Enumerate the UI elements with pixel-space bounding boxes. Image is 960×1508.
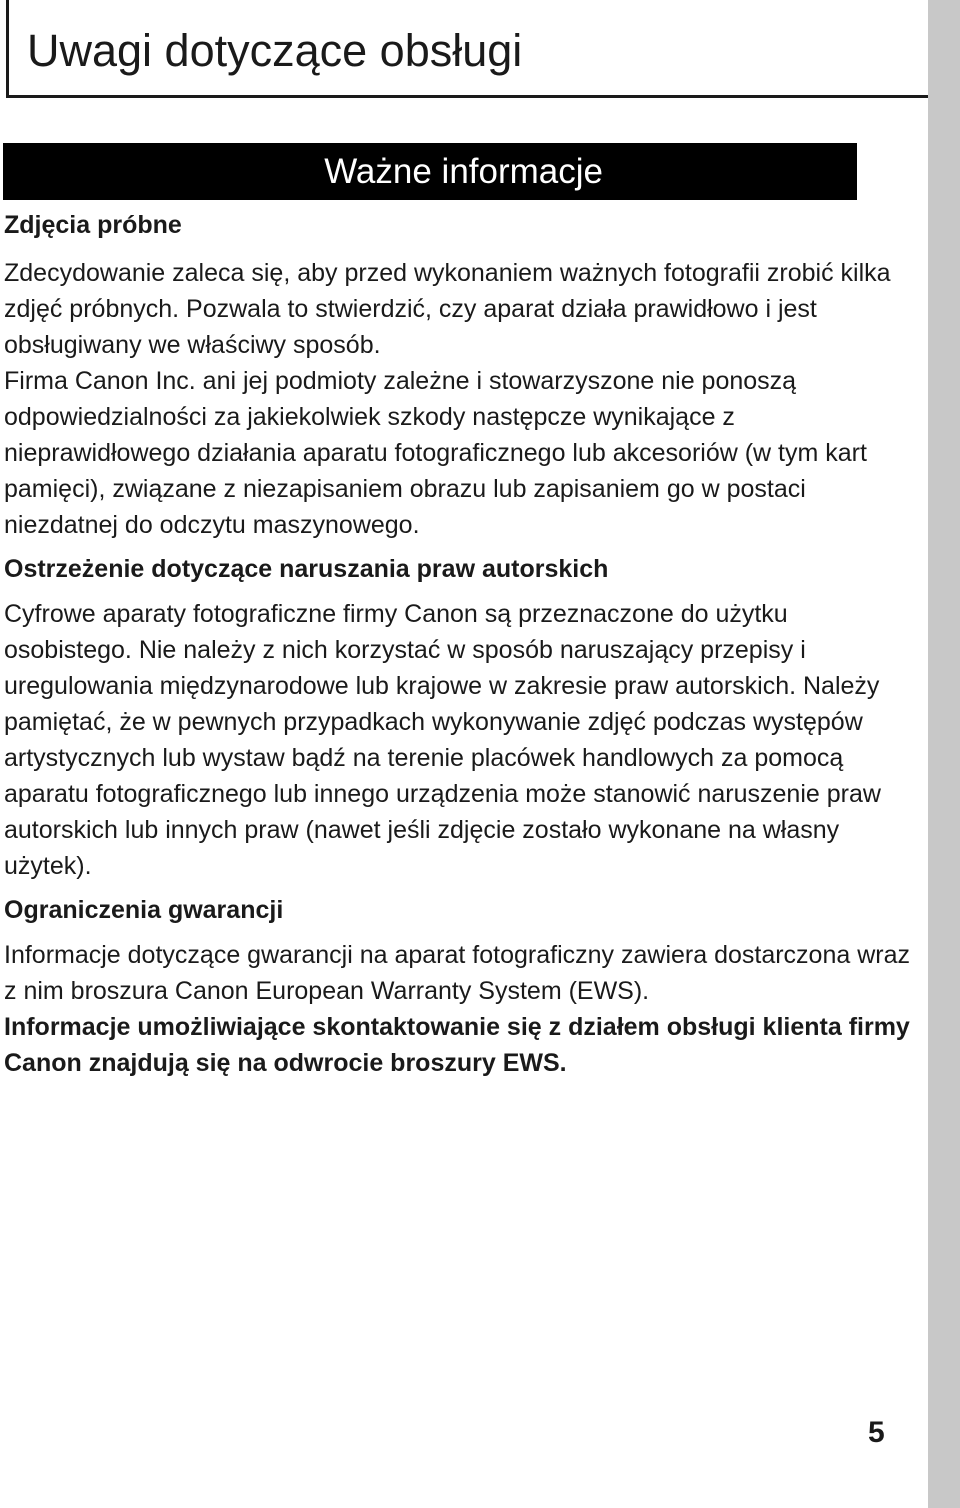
title-box	[6, 0, 928, 98]
page-title: Uwagi dotyczące obsługi	[27, 25, 523, 76]
section-heading-warranty: Ograniczenia gwarancji	[4, 896, 284, 924]
warranty-paragraph: Informacje dotyczące gwarancji na aparat fotograficzny zawiera dostarczona wraz z nim broszura Canon European Warranty System (EWS).	[4, 941, 910, 1005]
section-banner	[3, 143, 857, 200]
page-number: 5	[868, 1416, 885, 1449]
copyright-paragraph: Cyfrowe aparaty fotograficzne firmy Canon są przeznaczone do użytku osobistego. Nie należy z nich korzystać w sposób naruszający przepisy i uregulowania międzynarodowe lub krajowe w zakresie praw autorskich. Należy pamiętać, że w pewnych przypadkach wykonywanie zdjęć podczas występów artystycznych lub wystaw bądź na terenie placówek handlowych za pomocą aparatu fotograficznego lub innego urządzenia może stanowić naruszenie praw autorskich lub innych praw (nawet jeśli zdjęcie zostało wykonane na własny użytek).	[4, 600, 881, 880]
customer-support-paragraph: Informacje umożliwiające skontaktowanie się z działem obsługi klienta firmy Canon znajdują się na odwrocie broszury EWS.	[4, 1013, 910, 1077]
main-content	[4, 208, 918, 1081]
side-tab-strip	[928, 0, 960, 1508]
section-heading-test-shots: Zdjęcia próbne	[4, 211, 182, 239]
section-heading-copyright: Ostrzeżenie dotyczące naruszania praw autorskich	[4, 555, 609, 583]
banner-title: Ważne informacje	[324, 152, 603, 191]
liability-paragraph: Firma Canon Inc. ani jej podmioty zależne i stowarzyszone nie ponoszą odpowiedzialności za jakiekolwiek szkody następcze wynikające z nieprawidłowego działania aparatu fotograficznego lub akcesoriów (w tym kart pamięci), związane z niezapisaniem obrazu lub zapisaniem go w postaci niezdatnej do odczytu maszynowego.	[4, 367, 867, 539]
test-shots-paragraph: Zdecydowanie zaleca się, aby przed wykonaniem ważnych fotografii zrobić kilka zdjęć próbnych. Pozwala to stwierdzić, czy aparat działa prawidłowo i jest obsługiwany we właściwy sposób.	[4, 259, 891, 359]
